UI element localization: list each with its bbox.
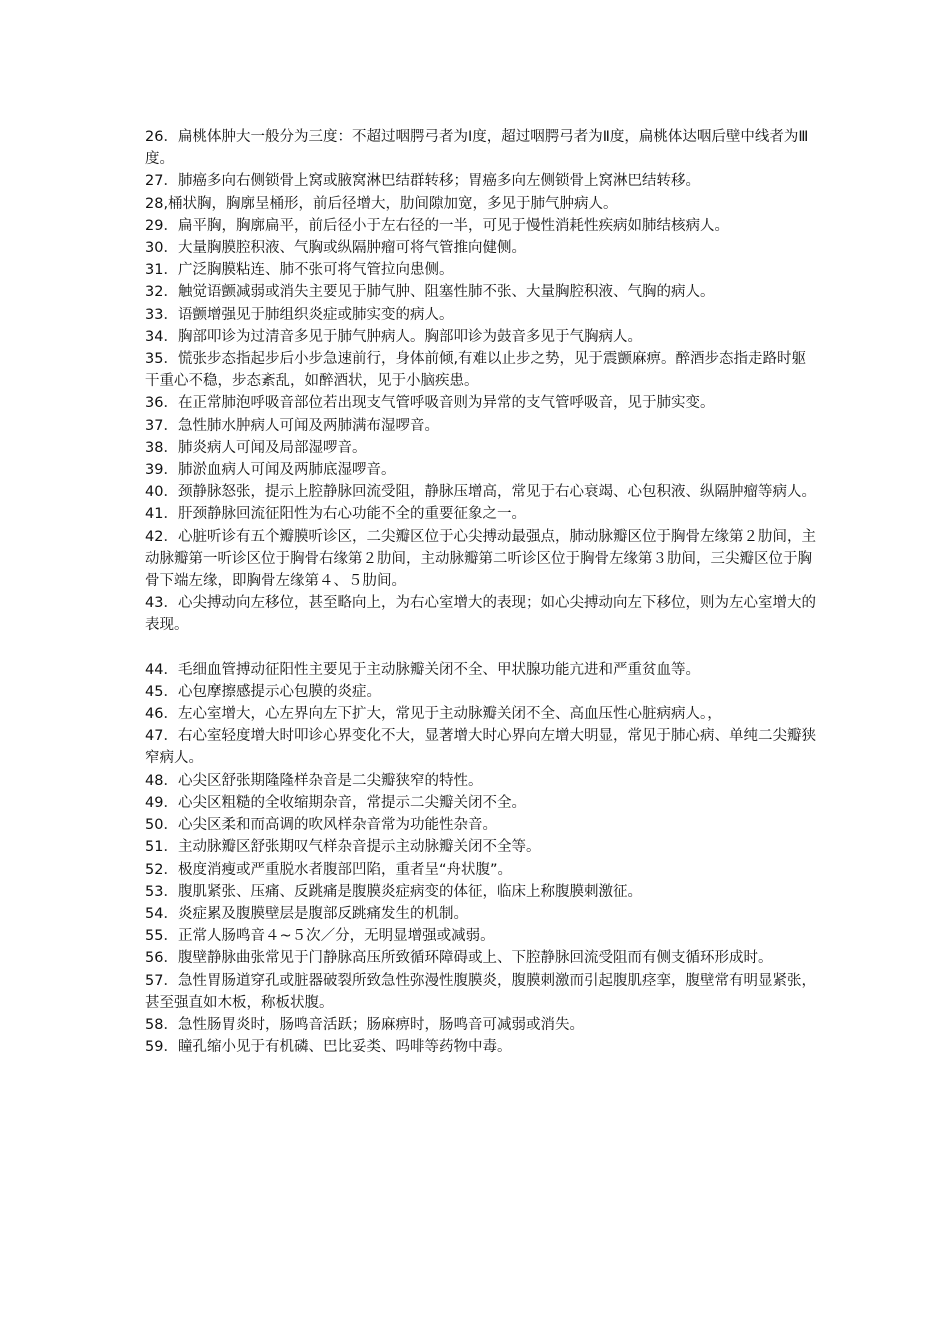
document-body <box>145 126 820 1058</box>
list-item: 34．胸部叩诊为过清音多见于肺气肿病人。胸部叩诊为鼓音多见于气胸病人。 <box>145 328 642 345</box>
list-item: 56．腹壁静脉曲张常见于门静脉高压所致循环障碍或上、下腔静脉回流受阻而有侧支循环形成时。 <box>145 950 773 967</box>
list-item: 42．心脏听诊有五个瓣膜听诊区，二尖瓣区位于心尖搏动最强点，肺动脉瓣区位于胸骨左缘第２肋间，主动脉瓣第一听诊区位于胸骨右缘第２肋间，主动脉瓣第二听诊区位于胸骨左缘第３肋间，三尖瓣区位于胸骨下端左缘，即胸骨左缘第４、５肋间。 <box>145 528 816 590</box>
list-item: 48．心尖区舒张期隆隆样杂音是二尖瓣狭窄的特性。 <box>145 772 483 789</box>
list-item: 47．右心室轻度增大时叩诊心界变化不大，显著增大时心界向左增大明显，常见于肺心病、单纯二尖瓣狭窄病人。 <box>145 728 816 767</box>
list-item: 51．主动脉瓣区舒张期叹气样杂音提示主动脉瓣关闭不全等。 <box>145 839 541 856</box>
list-item: 57．急性胃肠道穿孔或脏器破裂所致急性弥漫性腹膜炎，腹膜刺激而引起腹肌痉挛，腹壁常有明显紧张，甚至强直如木板，称板状腹。 <box>145 972 816 1011</box>
paragraph-gap <box>145 637 820 659</box>
list-item: 58．急性肠胃炎时，肠鸣音活跃；肠麻痹时，肠鸣音可减弱或消失。 <box>145 1016 584 1033</box>
list-item: 41．肝颈静脉回流征阳性为右心功能不全的重要征象之一。 <box>145 506 526 523</box>
list-item: 27．肺癌多向右侧锁骨上窝或腋窝淋巴结群转移；胃癌多向左侧锁骨上窝淋巴结转移。 <box>145 173 700 190</box>
list-item: 33．语颤增强见于肺组织炎症或肺实变的病人。 <box>145 306 454 323</box>
list-item: 45．心包摩擦感提示心包膜的炎症。 <box>145 683 381 700</box>
list-item: 50．心尖区柔和而高调的吹风样杂音常为功能性杂音。 <box>145 817 497 834</box>
list-item: 35．慌张步态指起步后小步急速前行，身体前倾,有难以止步之势，见于震颤麻痹。醉酒步态指走路时躯干重心不稳，步态紊乱，如醉酒状，见于小脑疾患。 <box>145 351 807 390</box>
list-item: 49．心尖区粗糙的全收缩期杂音，常提示二尖瓣关闭不全。 <box>145 794 526 811</box>
list-item: 38．肺炎病人可闻及局部湿啰音。 <box>145 439 367 456</box>
list-item: 28,桶状胸，胸廓呈桶形，前后径增大，肋间隙加宽，多见于肺气肿病人。 <box>145 195 618 212</box>
list-item: 46．左心室增大，心左界向左下扩大，常见于主动脉瓣关闭不全、高血压性心脏病病人。， <box>145 706 722 723</box>
list-item: 53．腹肌紧张、压痛、反跳痛是腹膜炎症病变的体征，临床上称腹膜刺激征。 <box>145 883 642 900</box>
list-item: 37．急性肺水肿病人可闻及两肺满布湿啰音。 <box>145 417 439 434</box>
list-item: 26．扁桃体肿大一般分为三度：不超过咽腭弓者为Ⅰ度，超过咽腭弓者为Ⅱ度，扁桃体达咽后壁中线者为Ⅲ度。 <box>145 129 809 168</box>
list-item: 55．正常人肠鸣音４~５次／分，无明显增强或减弱。 <box>145 928 495 945</box>
list-item: 30．大量胸膜腔积液、气胸或纵隔肿瘤可将气管推向健侧。 <box>145 240 526 257</box>
list-item: 43．心尖搏动向左移位，甚至略向上，为右心室增大的表现；如心尖搏动向左下移位，则为左心室增大的表现。 <box>145 595 816 634</box>
list-item: 36．在正常肺泡呼吸音部位若出现支气管呼吸音则为异常的支气管呼吸音，见于肺实变。 <box>145 395 715 412</box>
list-item: 31．广泛胸膜粘连、肺不张可将气管拉向患侧。 <box>145 262 454 279</box>
list-item: 59．瞳孔缩小见于有机磷、巴比妥类、吗啡等药物中毒。 <box>145 1039 512 1056</box>
list-item: 39．肺淤血病人可闻及两肺底湿啰音。 <box>145 462 396 479</box>
list-item: 29．扁平胸，胸廓扁平，前后径小于左右径的一半，可见于慢性消耗性疾病如肺结核病人。 <box>145 217 729 234</box>
list-item: 54．炎症累及腹膜壁层是腹部反跳痛发生的机制。 <box>145 905 468 922</box>
list-item: 52．极度消瘦或严重脱水者腹部凹陷，重者呈“舟状腹”。 <box>145 861 512 878</box>
list-item: 32．触觉语颤减弱或消失主要见于肺气肿、阻塞性肺不张、大量胸腔积液、气胸的病人。 <box>145 284 715 301</box>
list-item: 40．颈静脉怒张，提示上腔静脉回流受阻，静脉压增高，常见于右心衰竭、心包积液、纵隔肿瘤等病人。 <box>145 484 816 501</box>
list-item: 44．毛细血管搏动征阳性主要见于主动脉瓣关闭不全、甲状腺功能亢进和严重贫血等。 <box>145 661 700 678</box>
